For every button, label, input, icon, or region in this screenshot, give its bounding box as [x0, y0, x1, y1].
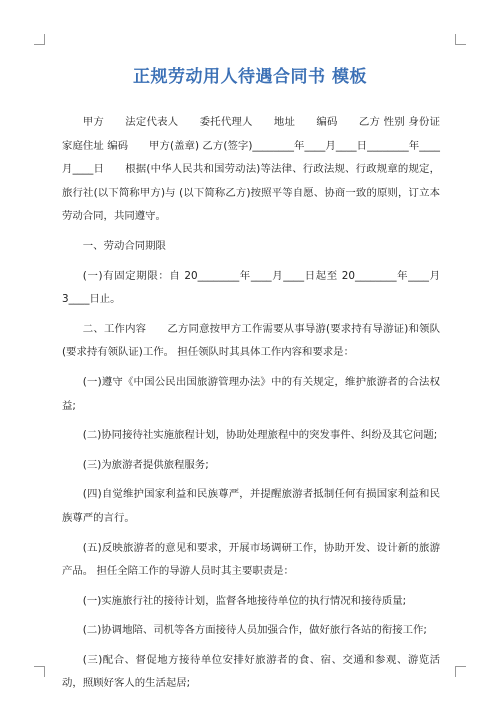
list-item: (二)协同接待社实施旅程计划，协助处理旅程中的突发事件、纠纷及其它问题;: [82, 429, 438, 442]
crop-mark-top-left: [34, 34, 45, 45]
crop-mark-top-right: [455, 34, 466, 45]
list-item: (五)反映旅游者的意见和要求，开展市场调研工作，协助开发、设计新的旅游产品。 担任全陪工作的导游人员时其主要职责是：: [62, 541, 440, 578]
crop-mark-bottom-right: [455, 666, 466, 677]
list-item: (一)实施旅行社的接待计划，监督各地接待单位的执行情况和接待质量;: [82, 594, 407, 607]
list-item: (二)协调地陪、司机等各方面接待人员加强合作，做好旅行各站的衔接工作;: [82, 624, 427, 637]
list-item: (三)配合、督促地方接待单位安排好旅游者的食、宿、交通和参观、游览活动，照顾好客人的生活起居;: [62, 653, 440, 690]
document-title: 正规劳动用人待遇合同书 模板: [133, 67, 367, 87]
contract-parties-paragraph: 甲方 法定代表人 委托代理人 地址 编码 乙方 性别 身份证 家庭住址 编码 甲方(盖章) 乙方(签字)________年____月____日________年____月____日 根据(中华人民共和国劳动法)等法律、行政法规、行政规章的规定，旅行社(以下简称甲方)与 (以下简称乙方)按照平等自愿、协商一致的原则，订立本劳动合同，共同遵守。: [62, 116, 440, 223]
section-heading-work-content: 二、工作内容 乙方同意按甲方工作需要从事导游(要求持有导游证)和领队(要求持有领队证)工作。 担任领队时其具体工作内容和要求是：: [62, 322, 440, 359]
list-item: (三)为旅游者提供旅程服务;: [82, 458, 209, 471]
list-item: (四)自觉维护国家利益和民族尊严，并提醒旅游者抵制任何有损国家利益和民族尊严的言行。: [62, 488, 440, 524]
document-body: [62, 111, 440, 696]
term-fixed-period: (一)有固定期限：自 20________年____月____日起至 20________年____月3____日止。: [62, 269, 440, 306]
list-item: (一)遵守《中国公民出国旅游管理办法》中的有关规定，维护旅游者的合法权益;: [62, 375, 440, 412]
crop-mark-bottom-left: [34, 666, 45, 677]
section-heading-term: 一、劳动合同期限: [82, 239, 166, 252]
